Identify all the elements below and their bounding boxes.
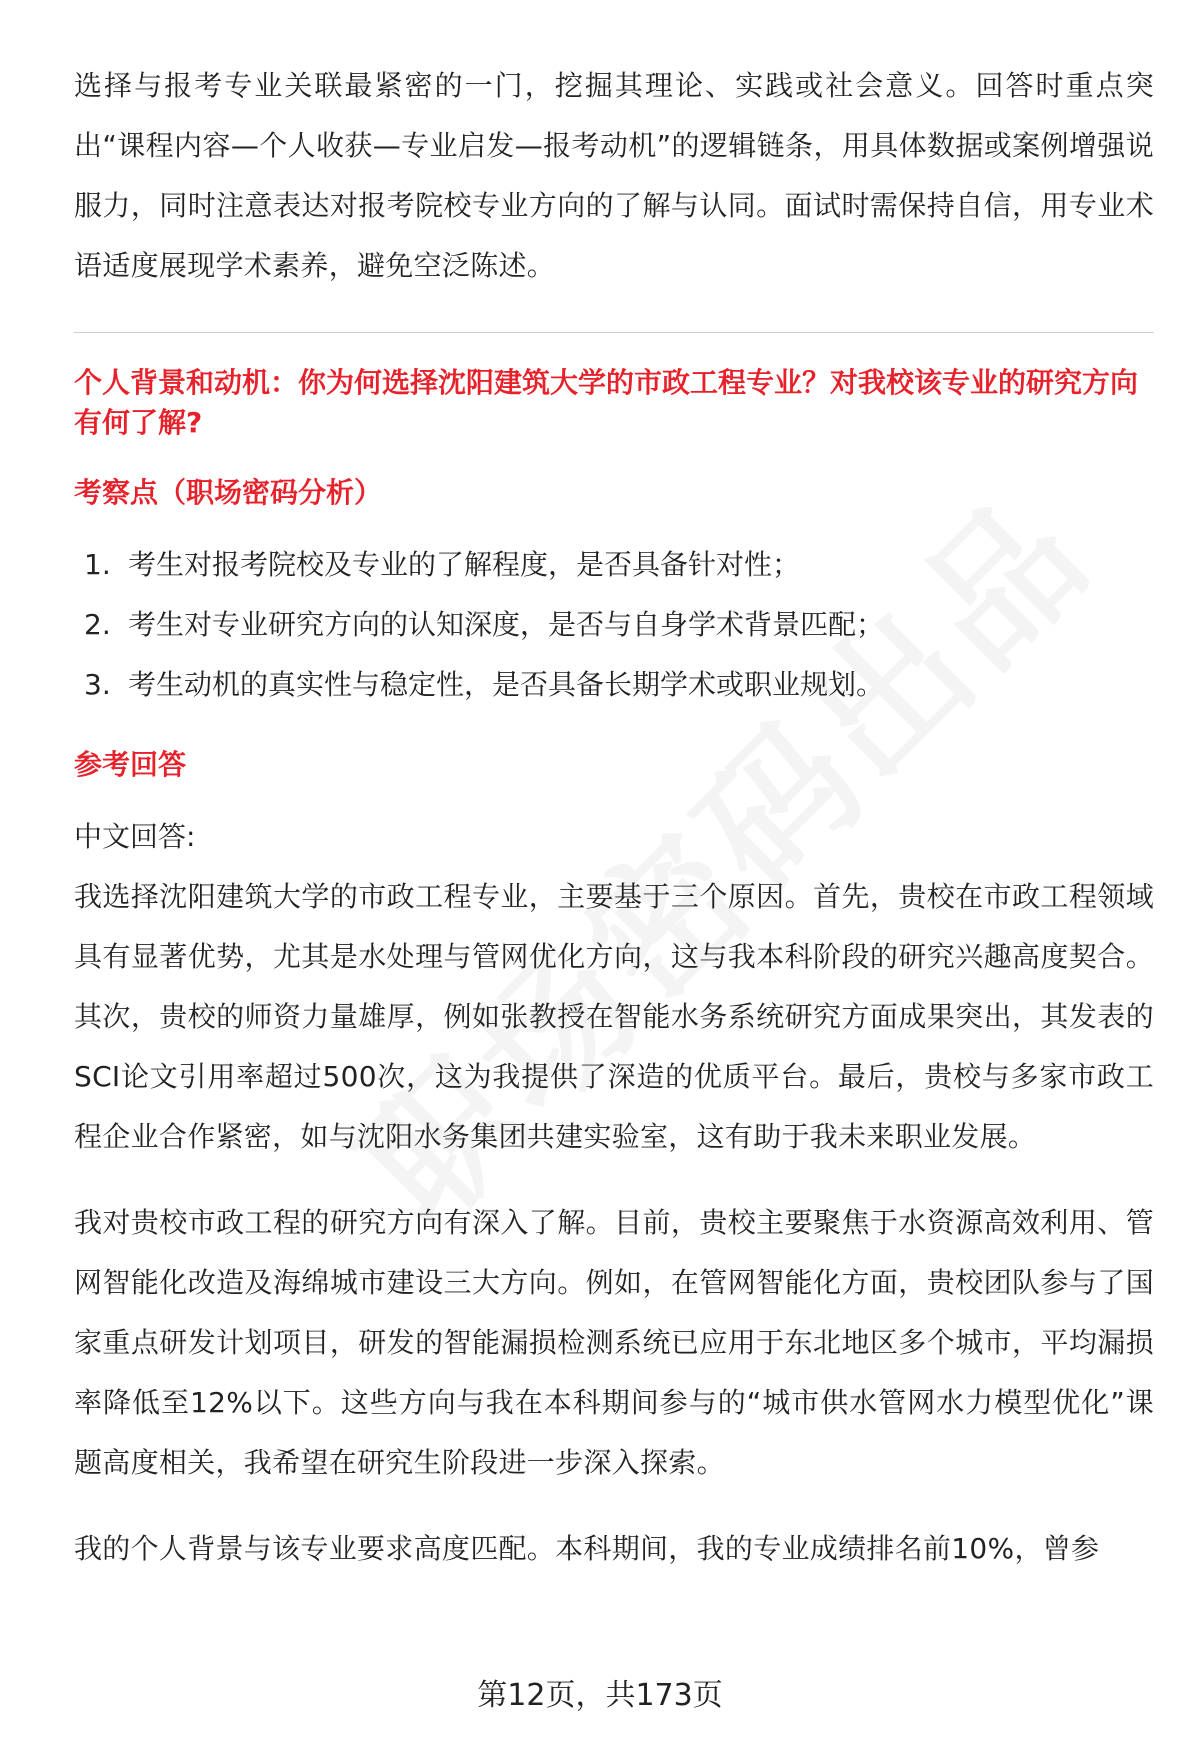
page-content	[74, 56, 1154, 1579]
answer-language-label: 中文回答:	[74, 820, 196, 853]
exam-point-number: 1.	[84, 548, 111, 581]
exam-point-item	[84, 655, 1154, 715]
exam-point-text: 考生动机的真实性与稳定性，是否具备长期学术或职业规划。	[128, 668, 885, 701]
exam-point-text: 考生对专业研究方向的认知深度，是否与自身学术背景匹配；	[128, 608, 885, 641]
exam-point-number: 2.	[84, 608, 111, 641]
interview-question: 个人背景和动机：你为何选择沈阳建筑大学的市政工程专业？对我校该专业的研究方向有何了解?	[74, 366, 1139, 439]
answer-paragraph: 我对贵校市政工程的研究方向有深入了解。目前，贵校主要聚焦于水资源高效利用、管网智能化改造及海绵城市建设三大方向。例如，在管网智能化方面，贵校团队参与了国家重点研发计划项目，研发的智能漏损检测系统已应用于东北地区多个城市，平均漏损率降低至12%以下。这些方向与我在本科期间参与的“城市供水管网水力模型优化”课题高度相关，我希望在研究生阶段进一步深入探索。	[74, 1206, 1154, 1479]
intro-paragraph: 选择与报考专业关联最紧密的一门，挖掘其理论、实践或社会意义。回答时重点突出“课程内容—个人收获—专业启发—报考动机”的逻辑链条，用具体数据或案例增强说服力，同时注意表达对报考院校专业方向的了解与认同。面试时需保持自信，用专业术语适度展现学术素养，避免空泛陈述。	[74, 69, 1154, 282]
reference-answer-title: 参考回答	[74, 748, 187, 781]
exam-points-title: 考察点（职场密码分析）	[74, 476, 383, 509]
paragraph-gap	[74, 1167, 1154, 1193]
answer-paragraph: 我选择沈阳建筑大学的市政工程专业，主要基于三个原因。首先，贵校在市政工程领域具有显著优势，尤其是水处理与管网优化方向，这与我本科阶段的研究兴趣高度契合。其次，贵校的师资力量雄厚，例如张教授在智能水务系统研究方面成果突出，其发表的SCI论文引用率超过500次，这为我提供了深造的优质平台。最后，贵校与多家市政工程企业合作紧密，如与沈阳水务集团共建实验室，这有助于我未来职业发展。	[74, 880, 1154, 1153]
exam-points-list	[74, 535, 1154, 715]
page-footer: 第12页，共173页	[477, 1678, 723, 1713]
section-divider	[74, 332, 1154, 333]
exam-point-item	[84, 535, 1154, 595]
exam-point-text: 考生对报考院校及专业的了解程度，是否具备针对性；	[128, 548, 801, 581]
exam-point-item	[84, 595, 1154, 655]
answer-paragraph: 我的个人背景与该专业要求高度匹配。本科期间，我的专业成绩排名前10%，曾参	[74, 1532, 1100, 1565]
exam-point-number: 3.	[84, 668, 111, 701]
paragraph-gap	[74, 1493, 1154, 1519]
